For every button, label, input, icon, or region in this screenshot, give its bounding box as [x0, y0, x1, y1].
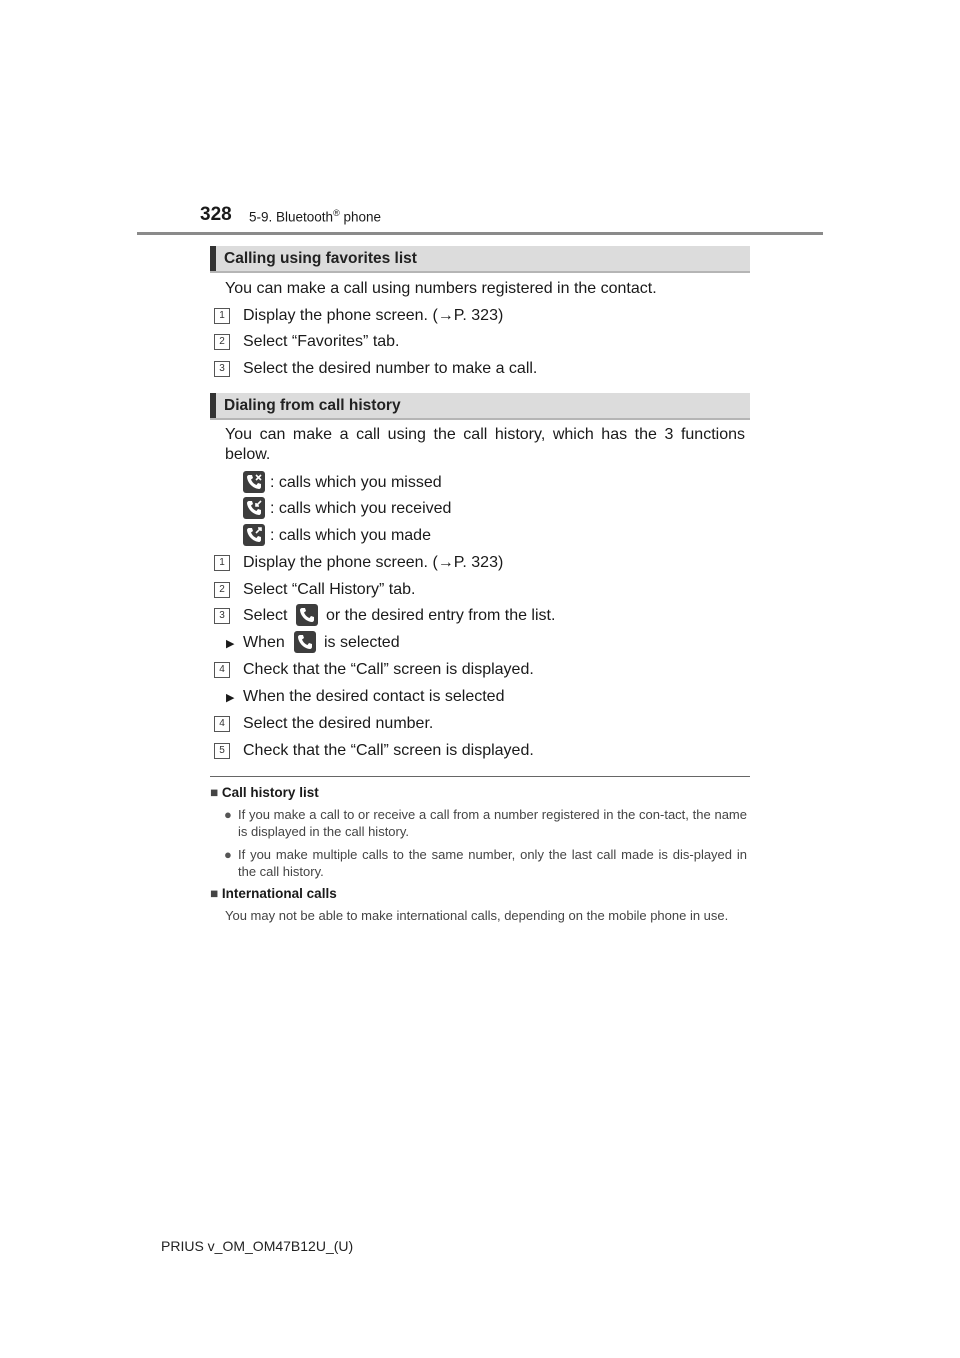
branch-text-pre: When	[243, 634, 285, 651]
page-number: 328	[200, 204, 232, 225]
step-text: Select the desired number to make a call.	[243, 360, 538, 377]
section-title: 5-9. Bluetooth® phone	[249, 208, 381, 225]
note-heading: ■ International calls	[210, 886, 337, 901]
favorites-intro: You can make a call using numbers registered in the contact.	[225, 280, 657, 297]
step-number: 3	[214, 361, 230, 377]
phone-icon	[294, 631, 316, 653]
step-number: 4	[214, 662, 230, 678]
step-number: 1	[214, 308, 230, 324]
function-text: : calls which you received	[270, 500, 452, 517]
step-number: 3	[214, 608, 230, 624]
step-text: Display the phone screen. (→P. 323)	[243, 307, 504, 324]
note-item: ● If you make multiple calls to the same number, only the last call made is dis-played in the call history.	[224, 847, 747, 879]
function-text: : calls which you made	[270, 527, 431, 544]
note-item: ● If you make a call to or receive a call from a number registered in the con-tact, the name is displayed in the call history.	[224, 807, 747, 839]
note-text: You may not be able to make international calls, depending on the mobile phone in use.	[225, 908, 729, 923]
step-text: Check that the “Call” screen is displayed.	[243, 661, 534, 678]
step-number: 2	[214, 582, 230, 598]
step-number: 5	[214, 743, 230, 759]
favorites-heading: Calling using favorites list	[210, 246, 750, 273]
step-text: Select “Favorites” tab.	[243, 333, 400, 350]
step-text: Check that the “Call” screen is displayed.	[243, 742, 534, 759]
step-text: Display the phone screen. (→P. 323)	[243, 554, 504, 571]
made-call-icon	[243, 524, 265, 546]
note-heading: ■ Call history list	[210, 785, 319, 800]
received-call-icon	[243, 497, 265, 519]
branch-arrow-icon: ▶	[226, 692, 235, 704]
step-text-post: or the desired entry from the list.	[326, 607, 556, 624]
header-rule	[137, 232, 823, 235]
phone-icon	[296, 604, 318, 626]
branch-arrow-icon: ▶	[226, 638, 235, 650]
branch-text: When the desired contact is selected	[243, 688, 505, 705]
missed-call-icon	[243, 471, 265, 493]
history-intro: You can make a call using the call history, which has the 3 functions below.	[225, 426, 745, 463]
step-number: 1	[214, 555, 230, 571]
step-text: Select the desired number.	[243, 715, 434, 732]
history-heading: Dialing from call history	[210, 393, 750, 420]
notes-rule	[210, 776, 750, 777]
step-text-pre: Select	[243, 607, 288, 624]
footer-code: PRIUS v_OM_OM47B12U_(U)	[161, 1238, 354, 1254]
step-text: Select “Call History” tab.	[243, 581, 416, 598]
step-number: 4	[214, 716, 230, 732]
branch-text-post: is selected	[324, 634, 400, 651]
step-number: 2	[214, 334, 230, 350]
function-text: : calls which you missed	[270, 474, 442, 491]
